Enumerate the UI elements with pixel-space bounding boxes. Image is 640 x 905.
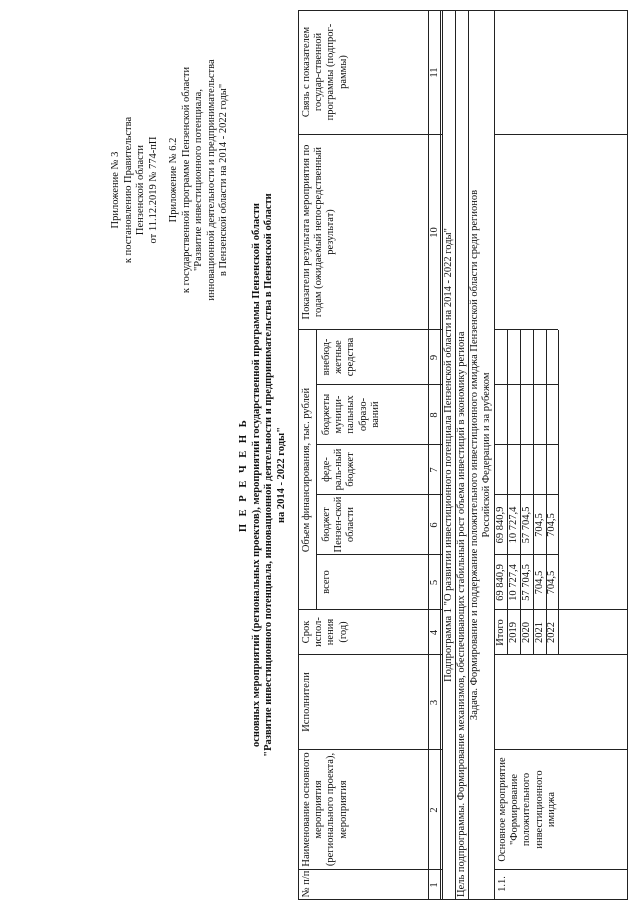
year-cell: 2021	[534, 622, 545, 643]
col-number: 6	[429, 522, 440, 528]
col-number: 7	[429, 467, 440, 473]
col-number: 8	[429, 412, 440, 418]
header-offbudget: внебюд-жетные средства	[321, 337, 357, 377]
year-cell: 2022	[546, 622, 557, 643]
col-number: 5	[429, 579, 440, 586]
appendix-3-line4: от 11.12.2019 № 774-пП	[147, 136, 159, 244]
appendix-3-line1: Приложение № 3	[110, 151, 121, 229]
row-name: Основное мероприятие "Формирование положительного инвестиционного имиджа	[497, 757, 557, 862]
appendix-6-2-line3: "Развитие инвестиционного потенциала,	[193, 89, 205, 271]
year-cell: 2020	[521, 622, 532, 643]
appendix-3-line2: к постановлению Правительства	[122, 116, 134, 264]
appendix-6-2-line5: в Пензенской области на 2014 - 2022 годы"	[218, 83, 230, 277]
total-cell: 704,5	[546, 570, 557, 595]
header-regional-budget: бюджет Пензен-ской области	[321, 496, 357, 553]
regional-cell: 704,5	[534, 513, 545, 537]
appendix-6-2-line1: Приложение № 6.2	[168, 137, 179, 223]
regional-cell: 10 727,4	[508, 506, 519, 544]
regional-cell: 69 840,9	[495, 506, 506, 544]
total-cell: 69 840,9	[495, 564, 506, 601]
total-cell: 704,5	[534, 570, 545, 595]
appendix-6-2-line2: к государственной программе Пензенской области	[180, 66, 192, 294]
col-number: 10	[429, 227, 440, 238]
title-word: П Е Р Е Ч Е Н Ь	[238, 417, 249, 533]
header-indicators: Показатели результата мероприятия по годам (ожидаемый непосредственный результат)	[301, 144, 337, 320]
title-line3: на 2014 - 2022 годы"	[275, 426, 287, 524]
appendix-3-header	[110, 75, 160, 305]
goal-row: Цель подпрограммы. Формирование механизмов, обеспечивающих стабильный рост объема инвестиций в экономику региона	[456, 331, 467, 897]
appendix-6-2-header	[168, 15, 231, 345]
subprogram-row: Подпрограмма 1 "О развитии инвестиционного потенциала Пензенской области на 2014 - 2022 годы"	[443, 228, 454, 682]
measures-table	[298, 10, 628, 900]
row-num: 1.1.	[497, 876, 508, 892]
task-line2: Российской Федерации и за рубежом	[481, 372, 493, 538]
total-cell: 10 727,4	[508, 564, 519, 601]
header-funding: Объем финансирования, тыс. рублей	[301, 387, 312, 553]
regional-cell: 704,5	[546, 513, 557, 537]
header-federal-budget: феде-раль-ный бюджет	[321, 448, 357, 491]
document-title	[238, 160, 288, 790]
col-number: 1	[429, 882, 440, 888]
total-cell: 57 704,5	[521, 564, 532, 601]
header-term: Срок испол-нения (год)	[301, 617, 349, 647]
appendix-3-line3: Пензенской области	[135, 144, 147, 236]
header-program-link: Связь с показателем государ-ственной программы (подпрог-раммы)	[301, 23, 349, 121]
appendix-6-2-line4: инновационной деятельности и предпринимательства	[205, 59, 217, 301]
title-line1: основных мероприятий (региональных проектов), мероприятий государственной программы Пензенской области	[250, 203, 262, 747]
year-cell: Итого	[495, 619, 506, 646]
header-total: всего	[321, 570, 332, 594]
col-number: 9	[429, 354, 440, 361]
task-line1: Задача. Формирование и поддержание положительного инвестиционного имиджа Пензенской области среди регионов	[469, 189, 480, 721]
title-line2: "Развитие инвестиционного потенциала, инновационной деятельности и предпринимательства в Пензенской области	[263, 193, 274, 757]
task-row	[469, 10, 493, 900]
header-name: Наименование основного мероприятия (регионального проекта), мероприятия	[301, 752, 349, 867]
col-number: 2	[429, 807, 440, 813]
header-executors: Исполнители	[301, 672, 312, 732]
col-number: 3	[429, 699, 440, 706]
col-number: 4	[429, 629, 440, 636]
col-number: 11	[429, 67, 440, 78]
header-municipal-budget: бюджеты муници-пальных образо-ваний	[321, 393, 381, 436]
regional-cell: 57 704,5	[521, 506, 532, 544]
year-cell: 2019	[508, 622, 519, 643]
header-num: № п/п	[301, 870, 312, 898]
